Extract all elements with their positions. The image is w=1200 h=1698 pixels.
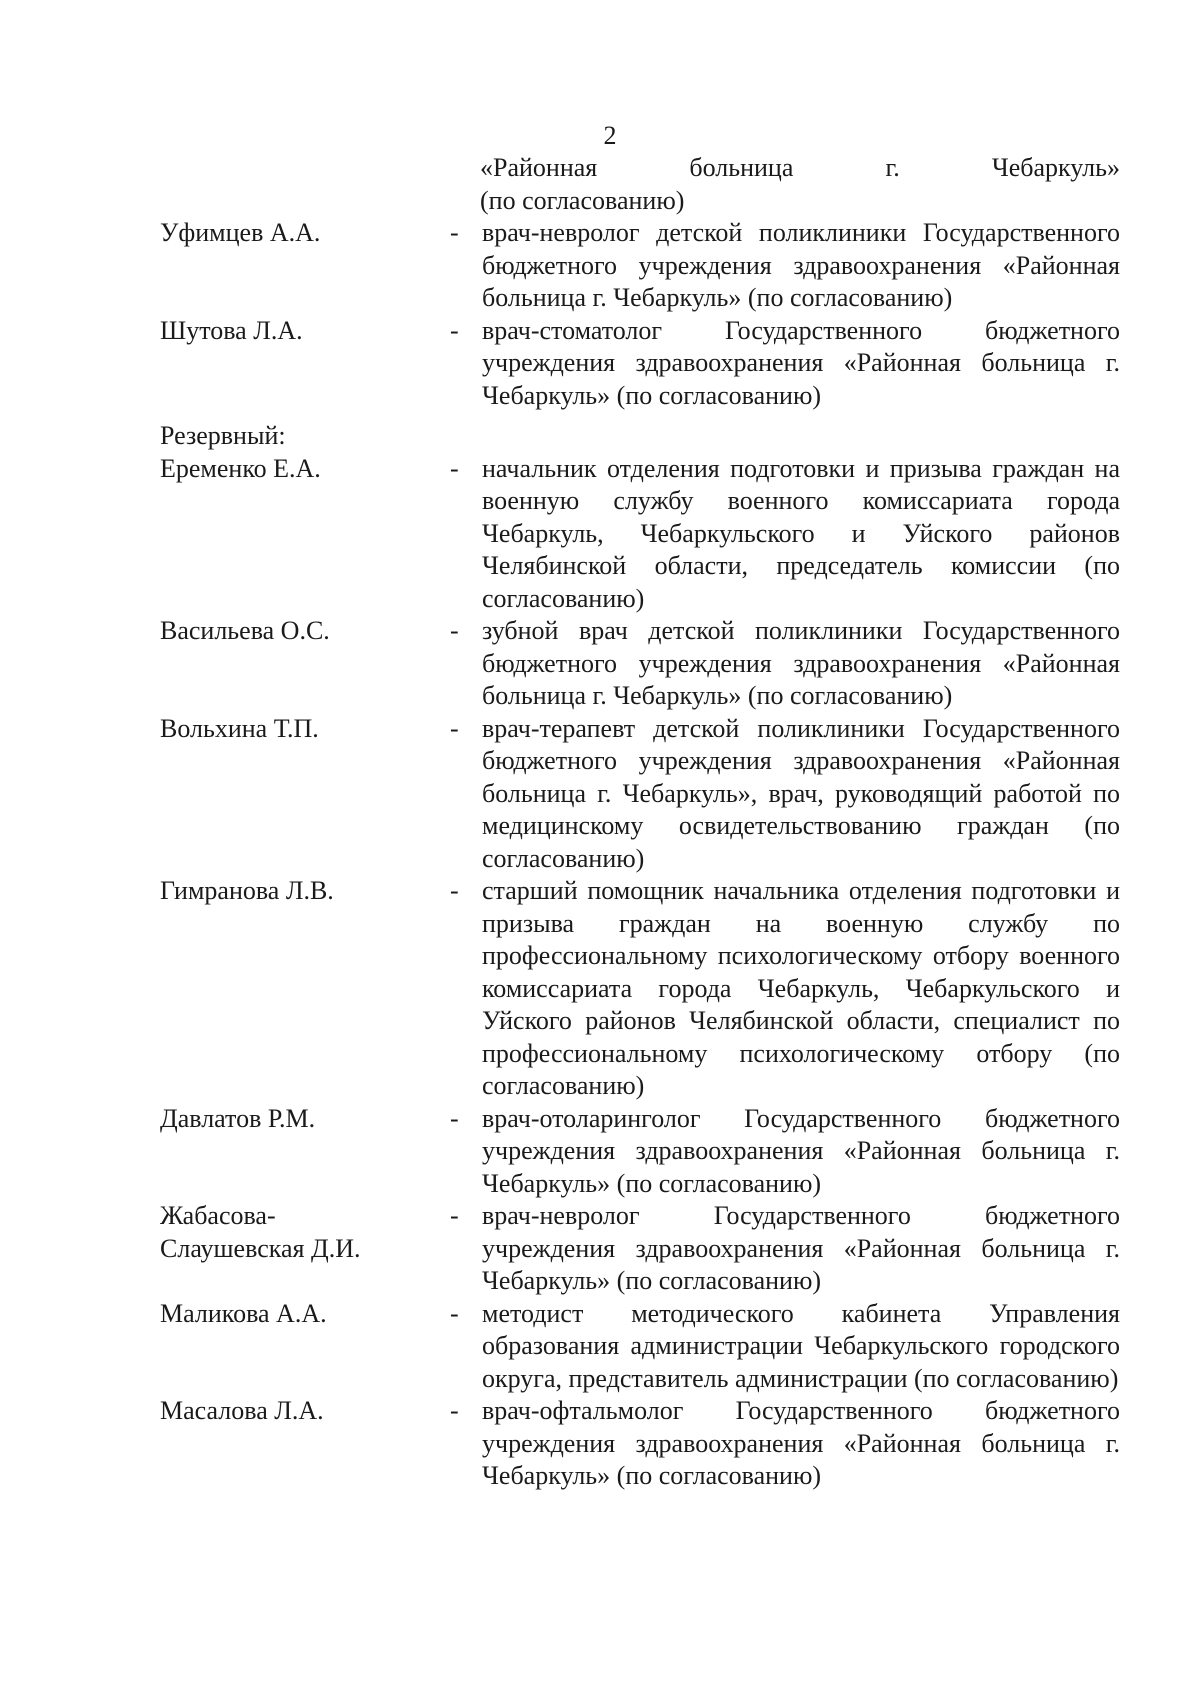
member-name — [160, 1200, 448, 1298]
member-position: врач-невролог Государственного бюджетного учреждения здравоохранения «Районная больница г. Чебаркуль» (по согласованию) — [482, 1201, 1120, 1295]
member-entry — [160, 1395, 1120, 1493]
member-position: врач-офтальмолог Государственного бюджетного учреждения здравоохранения «Районная больница г. Чебаркуль» (по согласованию) — [482, 1396, 1120, 1490]
separator-dash: - — [450, 218, 459, 247]
member-entry — [160, 875, 1120, 1103]
member-name: Еременко Е.А. — [160, 453, 321, 483]
member-position: врач-терапевт детской поликлиники Государственного бюджетного учреждения здравоохранения «Районная больница г. Чебаркуль», врач, руководящий работой по медицинскому освидетельствованию граждан (по согласованию) — [482, 713, 1120, 873]
member-name: Шутова Л.А. — [160, 315, 303, 345]
member-name-line-1: Жабасова- — [160, 1201, 276, 1230]
member-name: Уфимцев А.А. — [160, 218, 321, 247]
member-entry — [160, 1298, 1120, 1396]
separator-dash: - — [450, 1201, 459, 1230]
continuation-line-1: «Районная больница г. Чебаркуль» — [480, 153, 1120, 182]
member-entry — [160, 615, 1120, 713]
separator-dash: - — [450, 616, 459, 645]
member-entry — [160, 713, 1120, 876]
member-name-line-2: Слаушевская Д.И. — [160, 1233, 361, 1263]
reserve-section-label: Резервный: — [160, 421, 286, 450]
separator-dash: - — [450, 876, 459, 905]
separator-dash: - — [450, 1396, 459, 1425]
member-name: Маликова А.А. — [160, 1298, 327, 1328]
member-position: старший помощник начальника отделения подготовки и призыва граждан на военную службу по профессиональному психологическому отбору военного комиссариата города Чебаркуль, Чебаркульского и Уйского районов Челябинской области, специалист по профессиональному психологическому отбору (по согласованию) — [482, 876, 1120, 1100]
separator-dash: - — [450, 453, 459, 483]
separator-dash: - — [450, 315, 459, 345]
member-name: Масалова Л.А. — [160, 1396, 324, 1425]
member-entry — [160, 217, 1120, 315]
member-entry — [160, 315, 1120, 413]
member-entry — [160, 1103, 1120, 1201]
continuation-line-2: (по согласованию) — [480, 185, 685, 215]
separator-dash: - — [450, 1298, 459, 1328]
member-position: врач-невролог детской поликлиники Государственного бюджетного учреждения здравоохранения «Районная больница г. Чебаркуль» (по согласованию) — [482, 218, 1120, 312]
member-position: зубной врач детской поликлиники Государственного бюджетного учреждения здравоохранения «Районная больница г. Чебаркуль» (по согласованию) — [482, 616, 1120, 710]
member-name: Гимранова Л.В. — [160, 876, 334, 905]
member-position: начальник отделения подготовки и призыва граждан на военную службу военного комиссариата города Чебаркуль, Чебаркульского и Уйского районов Челябинской области, председатель комиссии (по согласованию) — [482, 453, 1120, 613]
member-entry — [160, 1200, 1120, 1298]
member-name: Вольхина Т.П. — [160, 713, 319, 743]
member-name: Давлатов Р.М. — [160, 1103, 316, 1133]
continuation-text — [480, 152, 1120, 217]
separator-dash: - — [450, 1103, 459, 1133]
member-position: врач-стоматолог Государственного бюджетного учреждения здравоохранения «Районная больница г. Чебаркуль» (по согласованию) — [482, 315, 1120, 410]
member-position: методист методического кабинета Управления образования администрации Чебаркульского городского округа, представитель администрации (по согласованию) — [482, 1298, 1120, 1393]
document-body — [160, 152, 1120, 1493]
member-name: Васильева О.С. — [160, 616, 330, 645]
separator-dash: - — [450, 713, 459, 743]
page-number: 2 — [603, 121, 617, 150]
member-entry — [160, 453, 1120, 616]
member-position: врач-отоларинголог Государственного бюджетного учреждения здравоохранения «Районная больница г. Чебаркуль» (по согласованию) — [482, 1103, 1120, 1198]
